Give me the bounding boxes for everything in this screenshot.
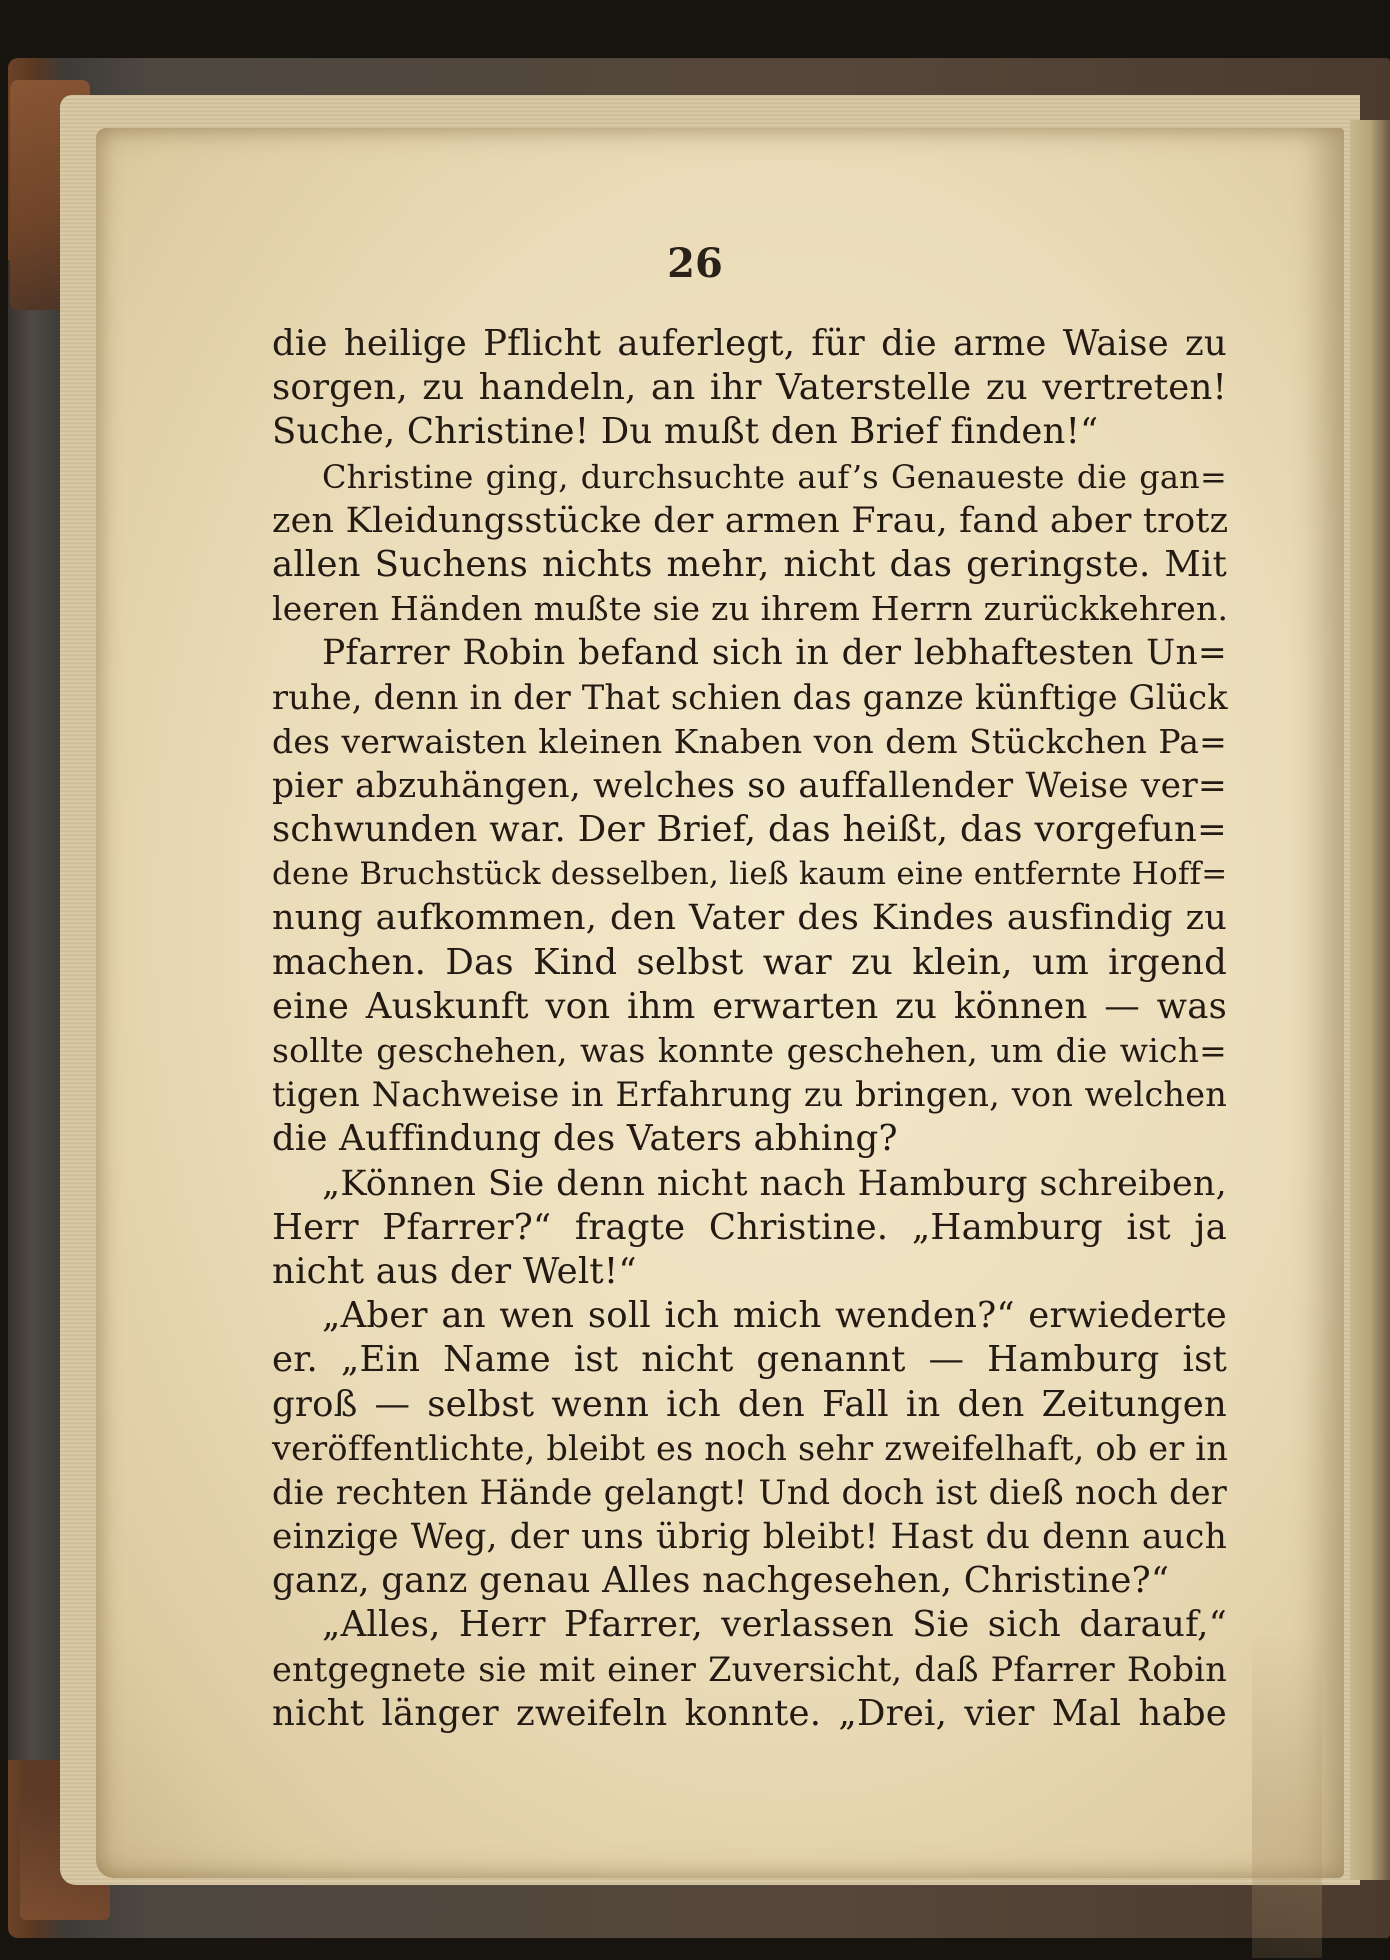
- text-line: leeren Händen mußte sie zu ihrem Herrn zurückkehren.: [272, 589, 1229, 629]
- text-line: „Alles, Herr Pfarrer, verlassen Sie sich darauf,“: [322, 1604, 1227, 1646]
- text-line: er. „Ein Name ist nicht genannt — Hamburg ist: [272, 1339, 1227, 1381]
- text-line: nung aufkommen, den Vater des Kindes ausfindig zu: [272, 898, 1227, 939]
- text-line: sorgen, zu handeln, an ihr Vaterstelle zu vertreten!: [272, 367, 1227, 409]
- text-line: dene Bruchstück desselben, ließ kaum eine entfernte Hoff=: [272, 856, 1228, 893]
- text-line: allen Suchens nichts mehr, nicht das geringste. Mit: [272, 543, 1227, 585]
- text-line: zen Kleidungsstücke der armen Frau, fand aber trotz: [272, 500, 1229, 541]
- text-line: Suche, Christine! Du mußt den Brief finden!“: [272, 411, 1099, 453]
- text-line: nicht länger zweifeln konnte. „Drei, vier Mal habe: [272, 1692, 1227, 1734]
- text-line: des verwaisten kleinen Knaben von dem Stückchen Pa=: [272, 721, 1227, 761]
- text-line: Pfarrer Robin befand sich in der lebhaftesten Un=: [322, 633, 1227, 674]
- page-fold-mark: [1252, 1638, 1322, 1958]
- text-line: „Können Sie denn nicht nach Hamburg schreiben,: [322, 1163, 1227, 1204]
- text-line: eine Auskunft von ihm erwarten zu können — was: [272, 985, 1227, 1027]
- text-line: Christine ging, durchsuchte auf’s Genaueste die gan=: [322, 457, 1227, 496]
- page-gutter: [1350, 120, 1390, 1880]
- text-line: einzige Weg, der uns übrig bleibt! Hast du denn auch: [272, 1517, 1227, 1558]
- text-line: die Auffindung des Vaters abhing?: [272, 1118, 898, 1160]
- text-line: veröffentlichte, bleibt es noch sehr zweifelhaft, ob er in: [272, 1428, 1228, 1468]
- body-text: [272, 322, 1227, 1736]
- text-line: die heilige Pflicht auferlegt, für die arme Waise zu: [272, 323, 1227, 364]
- text-line: tigen Nachweise in Erfahrung zu bringen, von welchen: [272, 1075, 1227, 1115]
- text-line: ganz, ganz genau Alles nachgesehen, Christine?“: [272, 1560, 1170, 1602]
- text-line: schwunden war. Der Brief, das heißt, das vorgefun=: [272, 809, 1227, 851]
- text-line: machen. Das Kind selbst war zu klein, um irgend: [272, 941, 1227, 983]
- text-line: pier abzuhängen, welches so auffallender Weise ver=: [272, 765, 1227, 806]
- page-number: 26: [667, 240, 723, 287]
- cover-leather-strip: [8, 260, 68, 1760]
- text-line: ruhe, denn in der That schien das ganze künftige Glück: [272, 677, 1228, 717]
- text-line: groß — selbst wenn ich den Fall in den Zeitungen: [272, 1383, 1227, 1425]
- text-line: sollte geschehen, was konnte geschehen, um die wich=: [272, 1031, 1227, 1070]
- text-line: Herr Pfarrer?“ fragte Christine. „Hamburg ist ja: [272, 1206, 1227, 1248]
- text-line: „Aber an wen soll ich mich wenden?“ erwiederte: [322, 1295, 1227, 1337]
- text-line: nicht aus der Welt!“: [272, 1250, 637, 1292]
- text-line: entgegnete sie mit einer Zuversicht, daß Pfarrer Robin: [272, 1649, 1227, 1689]
- text-line: die rechten Hände gelangt! Und doch ist dieß noch der: [272, 1472, 1227, 1512]
